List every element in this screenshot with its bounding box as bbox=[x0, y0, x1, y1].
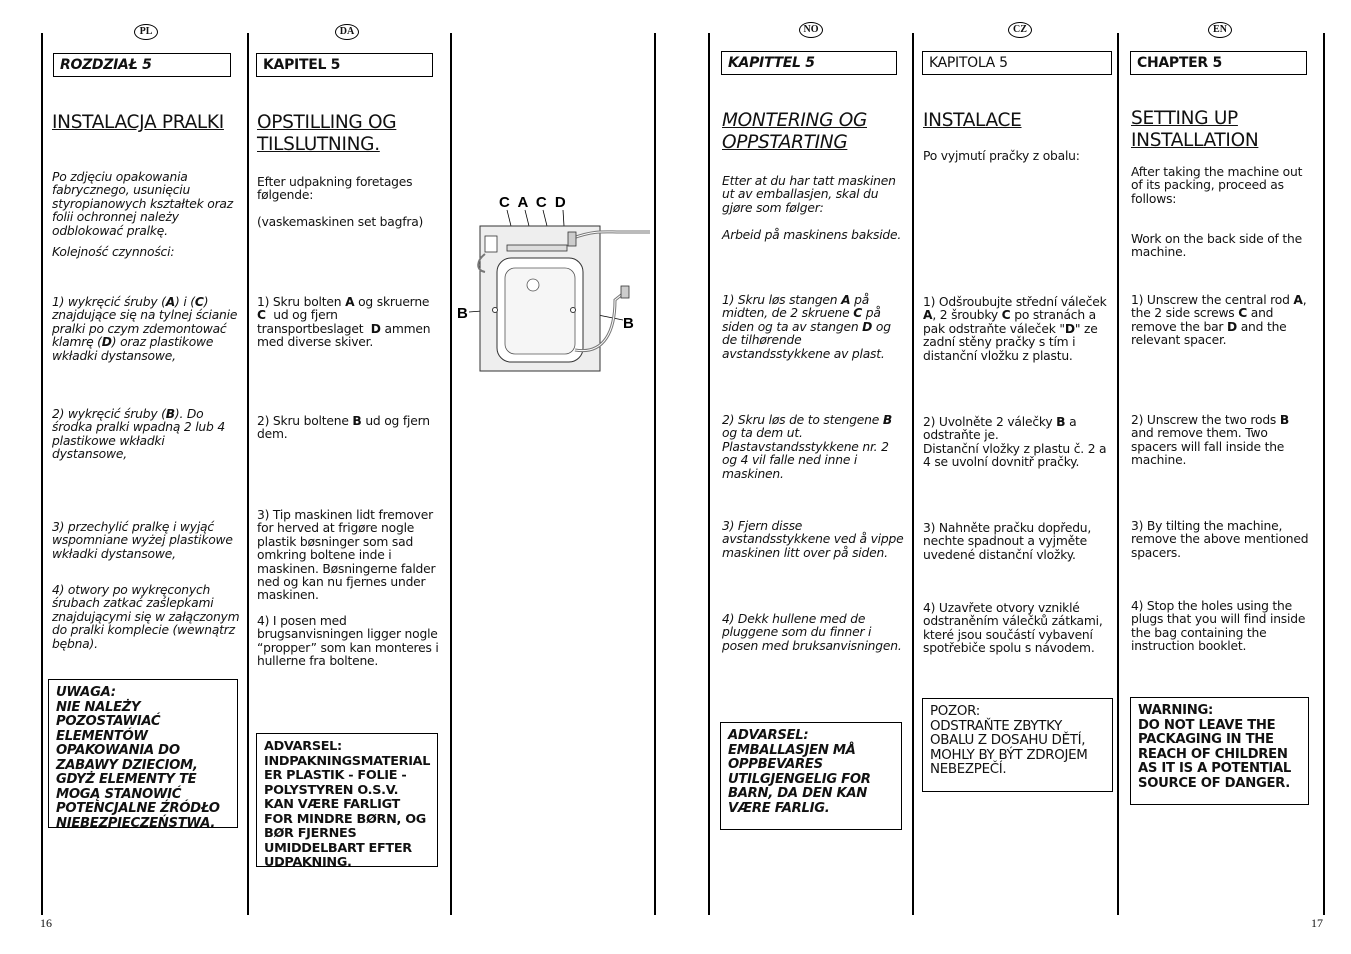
machine-back-diagram bbox=[455, 190, 655, 380]
step-1-en: 1) Unscrew the central rod A, the 2 side screws C and remove the bar D and the relevant spacer. bbox=[1131, 293, 1307, 348]
step-3-no: 3) Fjern disse avstandsstykkene ved å vippe maskinen litt over på siden. bbox=[722, 519, 904, 560]
intro-text-no: Etter at du har tatt maskinen ut av emballasjen, skal du gjøre som følger: bbox=[722, 174, 896, 215]
step-1-da: 1) Skru bolten A og skruerne C ud og fjern transportbeslaget D ammen med diverse skiver. bbox=[257, 295, 431, 350]
intro-note-da: (vaskemaskinen set bagfra) bbox=[257, 215, 424, 229]
diagram-label-cacd: C A C D bbox=[499, 194, 566, 211]
step-2-da: 2) Skru boltene B ud og fjern dem. bbox=[257, 414, 430, 442]
section-title-da: OPSTILLING OG TILSLUTNING. bbox=[257, 112, 397, 155]
page-number-right: 17 bbox=[1311, 916, 1323, 930]
step-3-da: 3) Tip maskinen lidt fremover for herved at frigøre nogle plastik bøsninger som sad omkring boltene inde i maskinen. Bøsningerne falder ned og kan nu fjernes under maskinen. bbox=[257, 508, 436, 603]
column-rule bbox=[247, 33, 249, 915]
language-badge-no: NO bbox=[799, 22, 823, 38]
language-badge-pl: PL bbox=[134, 24, 158, 40]
step-2-pl: 2) wykręcić śruby (B). Do środka pralki wpadną 2 lub 4 plastikowe wkładki dystansowe, bbox=[52, 407, 225, 462]
step-3-cz: 3) Nahněte pračku dopředu, nechte spadnout a vyjměte uvedené distanční vložky. bbox=[923, 521, 1092, 562]
step-1-no: 1) Skru løs stangen A på midten, de 2 skruene C på siden og ta av stangen D og de tilhørende avstandsstykkene av plast. bbox=[722, 293, 891, 361]
intro-note-no: Arbeid på maskinens bakside. bbox=[722, 228, 902, 242]
step-1-pl: 1) wykręcić śruby (A) i (C) znajdujące się na tylnej ścianie pralki po czym zdemontować klamrę (D) oraz plastikowe wkładki dystansowe, bbox=[52, 295, 238, 363]
column-rule bbox=[708, 33, 710, 915]
step-4-en: 4) Stop the holes using the plugs that you will find inside the bag containing the instruction booklet. bbox=[1131, 599, 1306, 654]
column-rule bbox=[41, 33, 43, 915]
language-badge-en: EN bbox=[1208, 22, 1232, 38]
column-rule bbox=[912, 33, 914, 915]
step-2-en: 2) Unscrew the two rods B and remove them. Two spacers will fall inside the machine. bbox=[1131, 413, 1290, 468]
step-1-cz: 1) Odšroubujte střední váleček A, 2 šroubky C po stranách a pak odstraňte váleček "D" ze zadní stěny pračky s tím i distanční vložku z plastu. bbox=[923, 295, 1107, 363]
intro-note-en: Work on the back side of the machine. bbox=[1131, 232, 1302, 260]
section-title-no: MONTERING OG OPPSTARTING bbox=[722, 110, 868, 153]
column-rule bbox=[654, 33, 656, 915]
section-title-cz: INSTALACE bbox=[923, 110, 1022, 131]
step-3-en: 3) By tilting the machine, remove the above mentioned spacers. bbox=[1131, 519, 1309, 560]
washing-machine-rear-illustration bbox=[455, 190, 655, 380]
step-4-no: 4) Dekk hullene med de pluggene som du finner i posen med bruksanvisningen. bbox=[722, 612, 902, 653]
diagram-label-b-right: B bbox=[623, 315, 634, 332]
step-4-cz: 4) Uzavřete otvory vzniklé odstraněním válečků zátkami, které jsou součástí vybavení spotřebiče spolu s návodem. bbox=[923, 601, 1103, 656]
warning-box-cz: POZOR: ODSTRAŇTE ZBYTKY OBALU Z DOSAHU DĚTÍ, MOHLY BY BÝT ZDROJEM NEBEZPEČÍ. bbox=[922, 698, 1113, 792]
language-badge-da: DA bbox=[335, 24, 359, 40]
intro-text-pl: Po zdjęciu opakowania fabrycznego, usunięciu styropianowych kształtek oraz folii ochronnej należy odblokować pralkę. bbox=[52, 170, 234, 238]
chapter-heading-cz: KAPITOLA 5 bbox=[922, 51, 1112, 75]
column-rule bbox=[1323, 33, 1325, 915]
chapter-heading-no: KAPITTEL 5 bbox=[721, 51, 897, 75]
step-3-pl: 3) przechylić pralkę i wyjąć wspomniane wyżej plastikowe wkładki dystansowe, bbox=[52, 520, 233, 561]
step-2-cz: 2) Uvolněte 2 válečky B a odstraňte je. Distanční vložky z plastu č. 2 a 4 se uvolní dovnitř pračky. bbox=[923, 415, 1107, 470]
warning-box-pl: UWAGA: NIE NALEŻY POZOSTAWIAĆ ELEMENTÓW OPAKOWANIA DO ZABAWY DZIECIOM, GDYŻ ELEMENTY TE MOGĄ STANOWIĆ POTENCJALNE ŹRÓDŁO NIEBEZPIECZEŃSTWA. bbox=[48, 679, 238, 828]
column-rule bbox=[1117, 33, 1119, 915]
step-4-da: 4) I posen med brugsanvisningen ligger nogle “propper” som kan monteres i hullerne fra boltene. bbox=[257, 614, 439, 669]
intro-text-da: Efter udpakning foretages følgende: bbox=[257, 175, 413, 203]
intro-text-en: After taking the machine out of its packing, proceed as follows: bbox=[1131, 165, 1303, 206]
warning-box-da: ADVARSEL: INDPAKNINGSMATERIAL ER PLASTIK - FOLIE - POLYSTYREN O.S.V. KAN VÆRE FARLIGT FOR MINDRE BØRN, OG BØR FJERNES UMIDDELBART EFTER UDPAKNING. bbox=[256, 733, 438, 867]
chapter-heading-en: CHAPTER 5 bbox=[1130, 51, 1307, 75]
diagram-label-b-left: B bbox=[457, 305, 468, 322]
language-badge-cz: CZ bbox=[1008, 22, 1032, 38]
column-rule bbox=[450, 33, 452, 915]
section-title-en: SETTING UP INSTALLATION bbox=[1131, 108, 1259, 151]
chapter-heading-da: KAPITEL 5 bbox=[256, 53, 433, 77]
warning-box-en: WARNING: DO NOT LEAVE THE PACKAGING IN THE REACH OF CHILDREN AS IT IS A POTENTIAL SOURCE OF DANGER. bbox=[1130, 697, 1309, 805]
chapter-heading-pl: ROZDZIAŁ 5 bbox=[53, 53, 231, 77]
order-text-pl: Kolejność czynności: bbox=[52, 245, 175, 259]
section-title-pl: INSTALACJA PRALKI bbox=[52, 112, 224, 133]
warning-box-no: ADVARSEL: EMBALLASJEN MÅ OPPBEVARES UTILGJENGELIG FOR BARN, DA DEN KAN VÆRE FARLIG. bbox=[720, 722, 902, 830]
step-2-no: 2) Skru løs de to stengene B og ta dem ut. Plastavstandsstykkene nr. 2 og 4 vil falle ned inne i maskinen. bbox=[722, 413, 893, 481]
intro-text-cz: Po vyjmutí pračky z obalu: bbox=[923, 149, 1080, 163]
page-number-left: 16 bbox=[40, 916, 52, 930]
step-4-pl: 4) otwory po wykręconych śrubach zatkać zaślepkami znajdującymi się w załączonym do pralki komplecie (wewnątrz bębna). bbox=[52, 583, 240, 651]
